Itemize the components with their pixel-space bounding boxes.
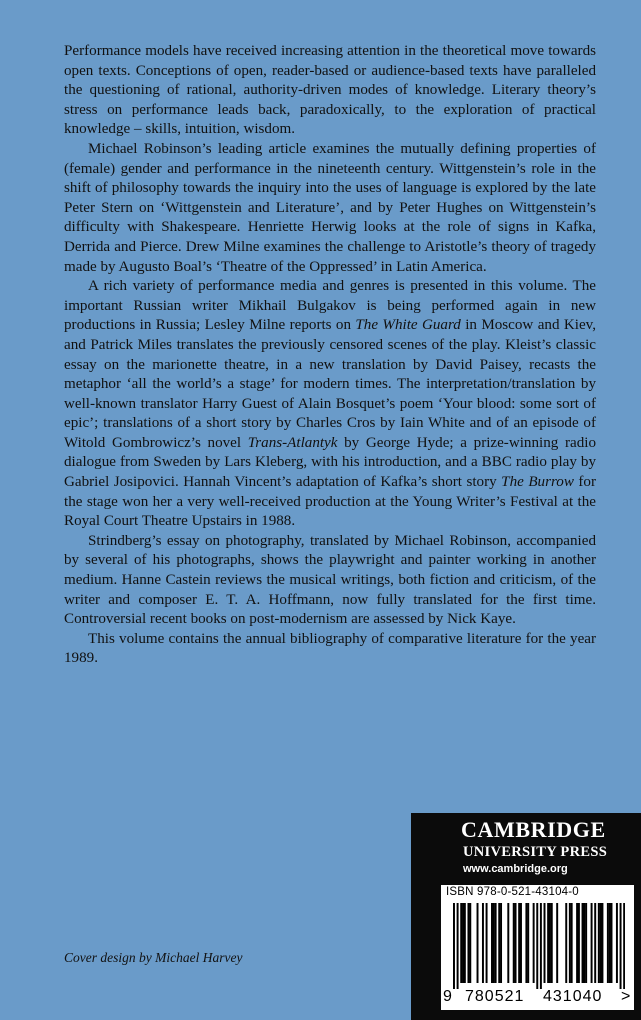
barcode-bar: [556, 903, 558, 983]
barcode-bar: [486, 903, 488, 983]
blurb-paragraph: [64, 42, 596, 140]
barcode-bar: [495, 903, 497, 983]
barcode-bar: [518, 903, 520, 983]
barcode-first-digit: 9: [443, 988, 453, 1005]
barcode-bar: [460, 903, 462, 983]
barcode-bar: [453, 903, 455, 989]
paragraph-text: Michael Robinson’s leading article examines the mutually defining properties of (female) gender and performance in the nineteenth century. Wittgenstein’s role in the shift of philosophy towards the inquiry into the uses of language is explored by the late Peter Stern on ‘Wittgenstein and Literature’, and by Peter Hughes on Wittgenstein’s difficulty with Shakespeare. Henriette Herwig looks at the role of signs in Kafka, Derrida and Pierce. Drew Milne examines the challenge to Aristotle’s theory of tragedy made by Augusto Boal’s ‘Theatre of the Oppressed’ in Latin America.: [64, 140, 596, 275]
barcode-bar: [513, 903, 515, 983]
barcode-icon: [453, 903, 625, 989]
barcode-bar: [578, 903, 580, 983]
barcode-bar: [600, 903, 602, 983]
barcode-left-group: 780521: [465, 988, 525, 1005]
barcode-bar: [464, 903, 466, 983]
barcode-bar: [569, 903, 571, 983]
barcode-bar: [467, 903, 469, 983]
paragraph-text: Performance models have received increasing attention in the theoretical move towards open texts. Conceptions of open, reader-based or audience-based texts have paralleled the questioning of rational, authority-driven modes of knowledge. Literary theory’s stress on performance leads back, paradoxically, to the exploration of practical knowledge – skills, intuition, wisdom.: [64, 43, 596, 138]
barcode-bar: [507, 903, 509, 983]
barcode-bar: [585, 903, 587, 983]
barcode-bar: [493, 903, 495, 983]
italic-title: The White Guard: [355, 317, 461, 334]
barcode-bar: [498, 903, 500, 983]
barcode-bar: [520, 903, 522, 983]
barcode-bar: [540, 903, 542, 989]
blurb-text: [64, 42, 596, 669]
barcode-bar: [533, 903, 535, 983]
cover-design-credit: Cover design by Michael Harvey: [64, 950, 243, 965]
barcode-bar: [611, 903, 613, 983]
barcode-panel: [441, 885, 634, 1010]
paragraph-text: in Moscow and Kiev, and Patrick Miles translates the previously censored scenes of the play. Kleist’s classic essay on the marionette theatre, in a new translation by David Paisey, recasts the metaphor ‘all the world’s a stage’ for modern times. The interpretation/translation by well-known translator Harry Guest of Alain Bosquet’s poem ‘Your blood: some sort of epic’; translations of a short story by Charles Cros by Iain White and of an episode of Witold Gombrowicz’s novel: [64, 317, 597, 451]
barcode-bar: [491, 903, 493, 983]
barcode-right-group: 431040: [543, 988, 603, 1005]
publisher-press: UNIVERSITY PRESS: [463, 844, 608, 860]
barcode-bar: [598, 903, 600, 983]
barcode-bar: [620, 903, 622, 989]
barcode-bar: [469, 903, 471, 983]
barcode-bar: [607, 903, 609, 983]
publisher-name: CAMBRIDGE: [461, 817, 606, 842]
blurb-paragraph: [64, 532, 596, 630]
barcode-bar: [482, 903, 484, 983]
barcode-bar: [576, 903, 578, 983]
italic-title: The Burrow: [501, 474, 574, 491]
barcode-bar: [527, 903, 529, 983]
barcode-bar: [582, 903, 584, 983]
barcode-marker: >: [621, 988, 632, 1005]
barcode-bar: [623, 903, 625, 989]
barcode-bar: [551, 903, 553, 983]
paragraph-text: Strindberg’s essay on photography, translated by Michael Robinson, accompanied by several of his photographs, shows the playwright and painter working in another medium. Hanne Castein reviews the musical writings, both fiction and criticism, of the writer and composer E. T. A. Hoffmann, now fully translated for the first time. Controversial recent books on post-modernism are assessed by Nick Kaye.: [64, 532, 596, 628]
barcode-bar: [547, 903, 549, 983]
barcode-bar: [594, 903, 596, 983]
barcode-bar: [549, 903, 551, 983]
barcode-bar: [591, 903, 593, 983]
barcode-bar: [500, 903, 502, 983]
blurb-paragraph: [64, 630, 596, 669]
barcode-bar: [477, 903, 479, 983]
barcode-bar: [601, 903, 603, 983]
italic-title: Trans-Atlantyk: [247, 434, 338, 451]
paragraph-text: A rich variety of performance media and genres is presented in this volume. The important Russian writer Mikhail Bulgakov is being performed again in new productions in Russia; Lesley Milne reports on: [64, 278, 596, 334]
paragraph-text: This volume contains the annual bibliography of comparative literature for the year 1989.: [64, 630, 596, 667]
barcode-bar: [515, 903, 517, 983]
barcode-bar: [536, 903, 538, 989]
publisher-url: www.cambridge.org: [463, 863, 568, 875]
paragraph-text: for the stage won her a very well-received production at the Young Writer’s Festival at the Royal Court Theatre Upstairs in 1988.: [64, 474, 596, 530]
barcode-bar: [565, 903, 567, 983]
barcode-bar: [462, 903, 464, 983]
paragraph-text: by George Hyde; a prize-winning radio dialogue from Sweden by Lars Kleberg, with his introduction, and a BBC radio play by Gabriel Josipovici. Hannah Vincent’s adaptation of Kafka’s short story: [64, 434, 596, 491]
barcode-bar: [571, 903, 573, 983]
barcode-bar: [457, 903, 459, 989]
barcode-bar: [609, 903, 611, 983]
blurb-paragraph: [64, 277, 596, 532]
barcode-bar: [544, 903, 546, 983]
barcode-bar: [616, 903, 618, 983]
isbn-label: ISBN 978-0-521-43104-0: [446, 886, 579, 898]
barcode-bar: [525, 903, 527, 983]
barcode-bar: [583, 903, 585, 983]
blurb-paragraph: [64, 140, 596, 277]
